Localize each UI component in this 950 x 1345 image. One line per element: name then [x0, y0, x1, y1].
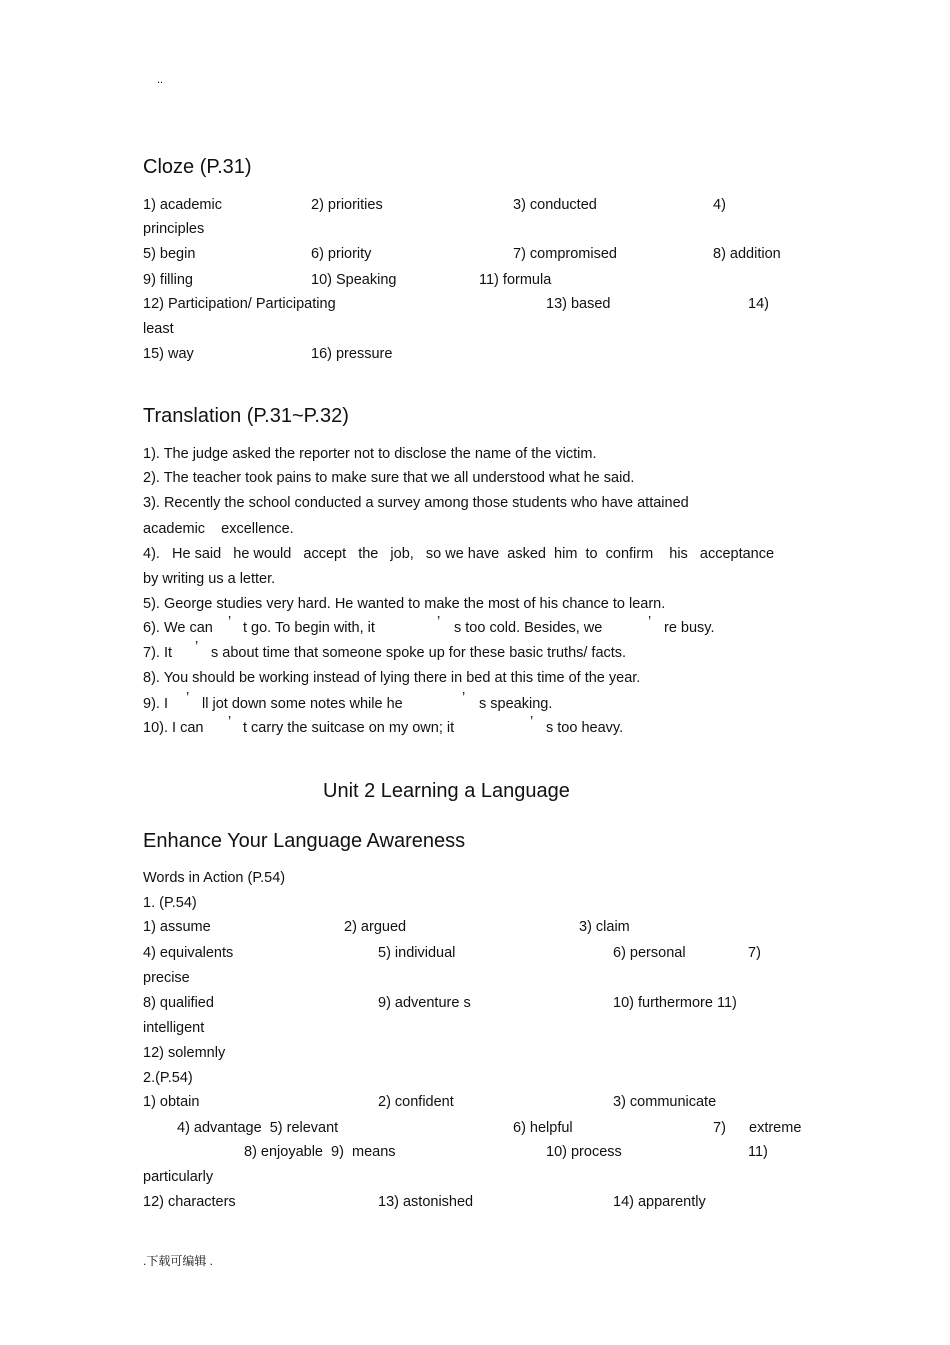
translation-line: 10). I can: [143, 720, 204, 736]
answer-item: 3) claim: [579, 919, 630, 935]
answer-item: 6) helpful: [513, 1120, 573, 1136]
translation-line: 5). George studies very hard. He wanted to make the most of his chance to learn.: [143, 596, 666, 612]
cloze-item: 11) formula: [479, 272, 552, 288]
apostrophe: ’: [462, 690, 466, 706]
cloze-item: 2) priorities: [311, 197, 383, 213]
translation-title: Translation (P.31~P.32): [143, 405, 349, 427]
answer-item: 10) process: [546, 1144, 622, 1160]
cloze-item: 10) Speaking: [311, 272, 397, 288]
answer-item: 8) enjoyable 9) means: [244, 1144, 396, 1160]
translation-line: academic excellence.: [143, 521, 294, 537]
answer-item: precise: [143, 970, 190, 986]
cloze-item: 12) Participation/ Participating: [143, 296, 336, 312]
header-mark: ..: [157, 74, 164, 86]
part-label: 2.(P.54): [143, 1070, 193, 1086]
answer-item: 7): [748, 945, 761, 961]
part-label: 1. (P.54): [143, 895, 197, 911]
answer-item: 12) characters: [143, 1194, 236, 1210]
translation-line: s too cold. Besides, we: [454, 620, 603, 636]
translation-line: 3). Recently the school conducted a survey among those students who have attained: [143, 495, 689, 511]
answer-item: 12) solemnly: [143, 1045, 226, 1061]
translation-line: by writing us a letter.: [143, 571, 276, 587]
translation-line: t carry the suitcase on my own; it: [243, 720, 455, 736]
apostrophe: ’: [195, 639, 199, 655]
answer-item: 2) confident: [378, 1094, 454, 1110]
translation-line: re busy.: [664, 620, 715, 636]
answer-item: 10) furthermore 11): [613, 995, 737, 1011]
cloze-item: 16) pressure: [311, 346, 393, 362]
answer-item: 9) adventure s: [378, 995, 471, 1011]
translation-line: 1). The judge asked the reporter not to disclose the name of the victim.: [143, 446, 597, 462]
cloze-item: least: [143, 321, 174, 337]
cloze-title: Cloze (P.31): [143, 156, 252, 178]
answer-item: intelligent: [143, 1020, 205, 1036]
cloze-item: 8) addition: [713, 246, 781, 262]
cloze-item: 6) priority: [311, 246, 372, 262]
translation-line: t go. To begin with, it: [243, 620, 375, 636]
cloze-item: 5) begin: [143, 246, 196, 262]
cloze-item: principles: [143, 221, 205, 237]
answer-item: 3) communicate: [613, 1094, 717, 1110]
translation-line: 7). It: [143, 645, 173, 661]
translation-line: 8). You should be working instead of lying there in bed at this time of the year.: [143, 670, 641, 686]
translation-line: 9). I: [143, 696, 168, 712]
answer-item: 4) advantage 5) relevant: [177, 1120, 339, 1136]
answer-item: 1) obtain: [143, 1094, 200, 1110]
answer-item: particularly: [143, 1169, 214, 1185]
answer-item: 2) argued: [344, 919, 407, 935]
unit-title: Unit 2 Learning a Language: [323, 780, 570, 802]
answer-item: extreme: [749, 1120, 802, 1136]
cloze-item: 13) based: [546, 296, 611, 312]
section-title: Enhance Your Language Awareness: [143, 830, 466, 852]
translation-line: s speaking.: [479, 696, 553, 712]
answer-item: 5) individual: [378, 945, 456, 961]
answer-item: 4) equivalents: [143, 945, 234, 961]
apostrophe: ’: [228, 614, 232, 630]
answer-item: 8) qualified: [143, 995, 214, 1011]
apostrophe: ’: [228, 714, 232, 730]
cloze-item: 14): [748, 296, 769, 312]
answer-item: 13) astonished: [378, 1194, 474, 1210]
cloze-item: 3) conducted: [513, 197, 597, 213]
cloze-item: 4): [713, 197, 726, 213]
apostrophe: ’: [186, 690, 190, 706]
apostrophe: ’: [530, 714, 534, 730]
translation-line: 4). He said he would accept the job, so we have asked him to confirm his acceptance: [143, 546, 775, 562]
cloze-item: 9) filling: [143, 272, 193, 288]
cloze-item: 15) way: [143, 346, 194, 362]
subsection-title: Words in Action (P.54): [143, 870, 286, 886]
cloze-item: 1) academic: [143, 197, 222, 213]
translation-line: 2). The teacher took pains to make sure that we all understood what he said.: [143, 470, 635, 486]
translation-line: s about time that someone spoke up for these basic truths/ facts.: [211, 645, 627, 661]
answer-item: 11): [748, 1144, 768, 1160]
answer-item: 6) personal: [613, 945, 686, 961]
answer-item: 14) apparently: [613, 1194, 706, 1210]
cloze-item: 7) compromised: [513, 246, 617, 262]
translation-line: s too heavy.: [546, 720, 624, 736]
page-footer: .下载可编辑 .: [143, 1254, 214, 1268]
translation-line: 6). We can: [143, 620, 213, 636]
apostrophe: ’: [437, 614, 441, 630]
apostrophe: ’: [648, 614, 652, 630]
translation-line: ll jot down some notes while he: [202, 696, 403, 712]
answer-item: 7): [713, 1120, 726, 1136]
answer-item: 1) assume: [143, 919, 211, 935]
